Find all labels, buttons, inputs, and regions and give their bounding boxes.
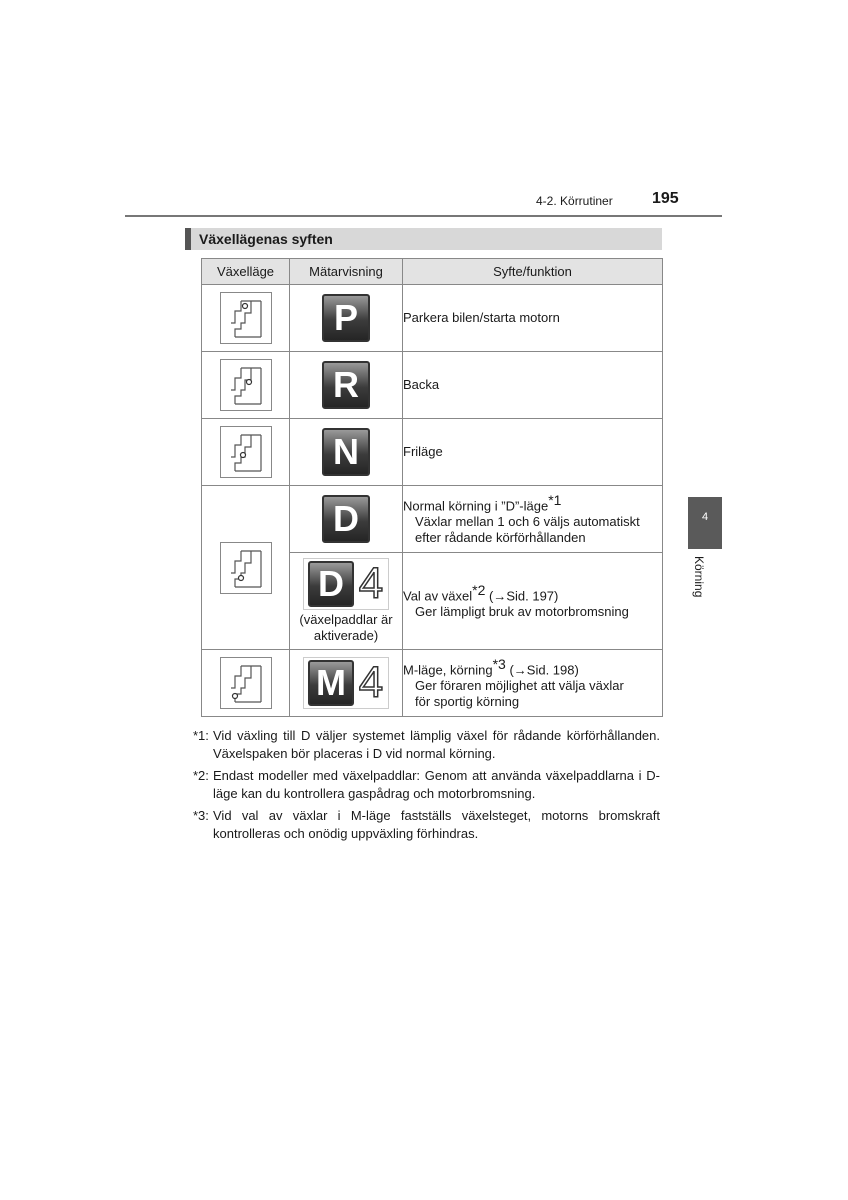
chapter-label: Körning [692, 556, 706, 598]
page-reference: (→Sid. 197) [489, 588, 559, 604]
shift-gate-m-icon [220, 657, 272, 709]
section-title: Växellägenas syften [199, 231, 333, 247]
shift-gate-p-icon [220, 292, 272, 344]
column-header: Växelläge [202, 259, 290, 285]
footnote [193, 767, 660, 803]
footnote-mark: *1: [193, 728, 209, 743]
footnote-text: Vid val av växlar i M-läge fastställs växelsteget, motorns bromskraft kontrolleras och onödig uppväxling förhindras. [213, 808, 660, 841]
column-header: Mätarvisning [290, 259, 403, 285]
chapter-tab [688, 497, 722, 549]
shift-gate-n-icon [220, 426, 272, 478]
display-combo [303, 558, 389, 610]
column-header: Syfte/funktion [403, 259, 663, 285]
footnote-mark: *3: [193, 808, 209, 823]
display-digit: 4 [358, 559, 384, 608]
table-row [202, 285, 663, 352]
table-header-row [202, 259, 663, 285]
footnote [193, 807, 660, 843]
table-row [202, 486, 663, 553]
function-text: M-läge, körning [403, 662, 493, 678]
display-badge: D [308, 561, 354, 607]
function-detail: för sportig körning [415, 694, 520, 710]
header-rule [125, 215, 722, 217]
function-detail: Ger lämpligt bruk av motorbromsning [415, 604, 629, 620]
function-text: Backa [403, 352, 663, 419]
page-number: 195 [652, 190, 679, 207]
display-caption: aktiverade) [313, 628, 379, 643]
footnote-ref: *2 [472, 581, 486, 598]
footnote-text: Vid växling till D väljer systemet lämplig växel för rådande körförhållanden. Växelspaken bör placeras i D vid normal körning. [213, 728, 660, 761]
table-row [202, 419, 663, 486]
display-digit: 4 [358, 658, 384, 707]
function-detail: Växlar mellan 1 och 6 väljs automatiskt [415, 514, 640, 530]
table-row [202, 650, 663, 717]
display-badge: R [322, 361, 370, 409]
function-detail: Ger föraren möjlighet att välja växlar [415, 678, 624, 694]
display-badge: N [322, 428, 370, 476]
header-section: 4-2. Körrutiner [536, 194, 613, 208]
footnote-mark: *2: [193, 768, 209, 783]
function-text: Parkera bilen/starta motorn [403, 285, 663, 352]
footnotes [193, 727, 660, 847]
function-text: Val av växel [403, 588, 473, 604]
display-combo [303, 657, 389, 709]
display-badge: M [308, 660, 354, 706]
footnote-text: Endast modeller med växelpaddlar: Genom att använda växelpaddlarna i D-läge kan du kontrollera gaspådrag och motorbromsning. [213, 768, 660, 801]
footnote [193, 727, 660, 763]
table-row [202, 352, 663, 419]
function-text: Friläge [403, 419, 663, 486]
footnote-ref: *1 [548, 491, 562, 508]
page-reference: (→Sid. 198) [509, 662, 579, 678]
chapter-number: 4 [701, 511, 709, 523]
function-detail: efter rådande körförhållanden [415, 530, 586, 546]
function-text: Normal körning i ”D”-läge [403, 498, 549, 514]
footnote-ref: *3 [492, 655, 506, 672]
display-badge: D [322, 495, 370, 543]
gear-table [201, 258, 663, 717]
shift-gate-d-icon [220, 542, 272, 594]
display-caption: (växelpaddlar är [299, 612, 393, 627]
shift-gate-r-icon [220, 359, 272, 411]
display-badge: P [322, 294, 370, 342]
section-title-bar [185, 228, 662, 250]
